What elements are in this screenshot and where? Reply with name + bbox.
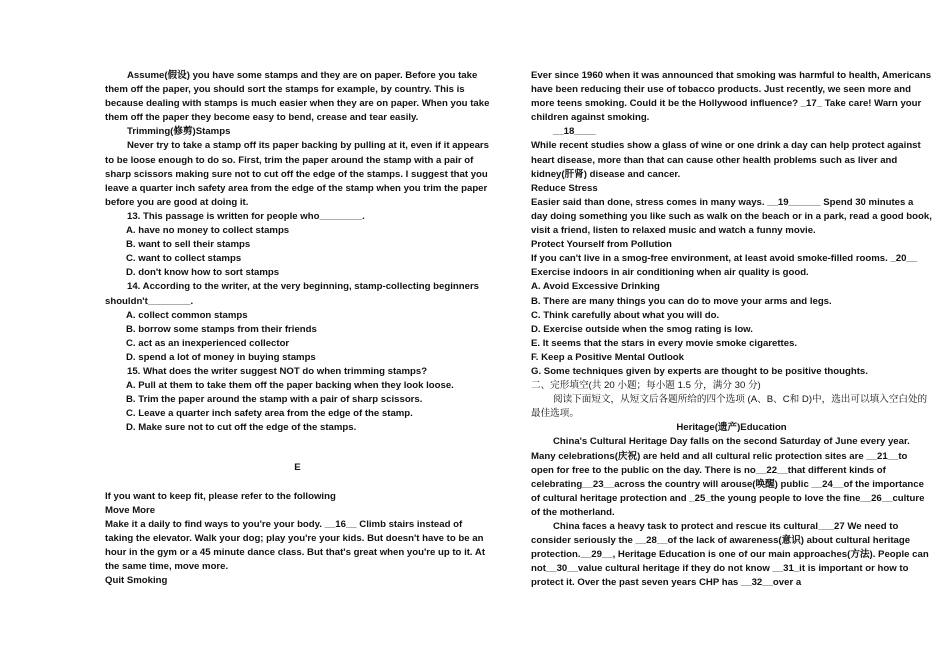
option-d: D. Exercise outside when the smog rating is low.	[531, 323, 753, 335]
option-a: A. Avoid Excessive Drinking	[531, 281, 660, 293]
passage-paragraph-2: China faces a heavy task to protect and rescue its cultural___27 We need to consider seriously the __28__of the lack of awareness(意识) about cultural heritage protection.__29__, Heritage Education is one of our main approaches(方法). People can not__30__value cultural heritage if they do not know __31_it is important or how to protect it. Over the past seven years CHP has __32__over a	[531, 521, 929, 589]
smoking-paragraph: Ever since 1960 when it was announced that smoking was harmful to health, Americans have been reducing their use of tobacco products. Just recently, we seen more and more teens smoking. Could it be the Hollywood influence? _17_ Take care! Warn your children against smoking.	[531, 70, 932, 124]
q15-option-c: C. Leave a quarter inch safety area from the edge of the stamp.	[126, 408, 413, 420]
q13-option-c: C. want to collect stamps	[126, 253, 242, 265]
reduce-stress-heading: Reduce Stress	[531, 182, 598, 194]
q14-option-c: C. act as an inexperienced collector	[126, 337, 290, 349]
left-column	[105, 69, 490, 588]
wine-paragraph: While recent studies show a glass of wine or one drink a day can help protect against heart disease, more than that can cause other health problems such as liver and kidney(肝肾) disease and cancer.	[531, 140, 921, 180]
move-more-heading: Move More	[105, 504, 156, 516]
q13-option-a: A. have no money to collect stamps	[126, 225, 290, 237]
pollution-paragraph: If you can't live in a smog-free environment, at least avoid smoke-filled rooms. _20__ Exercise indoors in air conditioning when air quality is good.	[531, 253, 918, 279]
trimming-heading: Trimming(修剪)Stamps	[127, 126, 231, 138]
q13-option-b: B. want to sell their stamps	[126, 239, 251, 251]
option-c: C. Think carefully about what you will do.	[531, 309, 720, 321]
q15-option-b: B. Trim the paper around the stamp with a pair of sharp scissors.	[126, 394, 423, 406]
quit-smoking-heading: Quit Smoking	[105, 575, 168, 587]
option-b: B. There are many things you can do to move your arms and legs.	[531, 295, 832, 307]
option-f: F. Keep a Positive Mental Outlook	[531, 351, 684, 363]
intro-paragraph: Assume(假设) you have some stamps and they are on paper. Before you take them off the paper, you should sort the stamps for example, by country. This is because dealing with stamps is much easier when they are on paper. When you take them off the paper they become easy to bend, crease and tear easily.	[105, 70, 490, 124]
trimming-paragraph: Never try to take a stamp off its paper backing by pulling at it, even if it appears to be loose enough to do so. First, trim the paper around the stamp with a pair of sharp scissors making sure not to cut off the edge of the stamps. I suggest that you leave a quarter inch safety area from the edge of the stamp when you trim the paper before you are good at doing it.	[105, 140, 489, 208]
passage-title: Heritage(遗产)Education	[676, 422, 787, 434]
question-13: 13. This passage is written for people who________.	[127, 210, 365, 222]
blank-18: __18____	[553, 126, 596, 138]
section-e-label: E	[294, 462, 301, 474]
pollution-heading: Protect Yourself from Pollution	[531, 239, 672, 251]
q14-option-a: A. collect common stamps	[126, 309, 248, 321]
e-intro: If you want to keep fit, please refer to the following	[105, 490, 336, 502]
q14-option-b: B. borrow some stamps from their friends	[126, 323, 317, 335]
question-15: 15. What does the writer suggest NOT do when trimming stamps?	[127, 365, 428, 377]
q13-option-d: D. don't know how to sort stamps	[126, 267, 280, 279]
passage-paragraph-1: China's Cultural Heritage Day falls on the second Saturday of June every year. Many celebrations(庆祝) are held and all cultural relic protection sites are __21__to open for free to the public on the day. There is no__22__that different kinds of celebrating__23__across the country will arouse(唤醒) public __24__of the importance of cultural heritage protection and _25_the young people to love the fine__26__culture of the motherland.	[531, 436, 925, 518]
right-column	[531, 69, 932, 590]
option-e: E. It seems that the stars in every movie smoke cigarettes.	[531, 337, 798, 349]
cloze-heading: 二、完形填空(共 20 小题；每小题 1.5 分，满分 30 分)	[531, 380, 761, 392]
q15-option-d: D. Make sure not to cut off the edge of the stamps.	[126, 422, 357, 434]
q14-option-d: D. spend a lot of money in buying stamps	[126, 351, 316, 363]
move-more-paragraph: Make it a daily to find ways to you're your body. __16__ Climb stairs instead of taking the elevator. Walk your dog; play you're your kids. But doesn't have to be an hour in the gym or a 45 minute dance class. But that's great when you're up to it. At the same time, move more.	[105, 518, 486, 573]
q15-option-a: A. Pull at them to take them off the paper backing when they look loose.	[126, 380, 454, 392]
question-14: 14. According to the writer, at the very beginning, stamp-collecting beginners shouldn't________.	[105, 281, 480, 307]
stress-paragraph: Easier said than done, stress comes in many ways. __19______ Spend 30 minutes a day doing something you like such as walk on the beach or in a park, read a good book, visit a friend, listen to relaxed music and watch a funny movie.	[531, 196, 932, 237]
cloze-instructions: 阅读下面短文，从短文后各题所给的四个选项 (A、B、C和 D)中，选出可以填入空白处的最佳选项。	[531, 394, 928, 420]
option-g: G. Some techniques given by experts are thought to be positive thoughts.	[531, 365, 868, 377]
